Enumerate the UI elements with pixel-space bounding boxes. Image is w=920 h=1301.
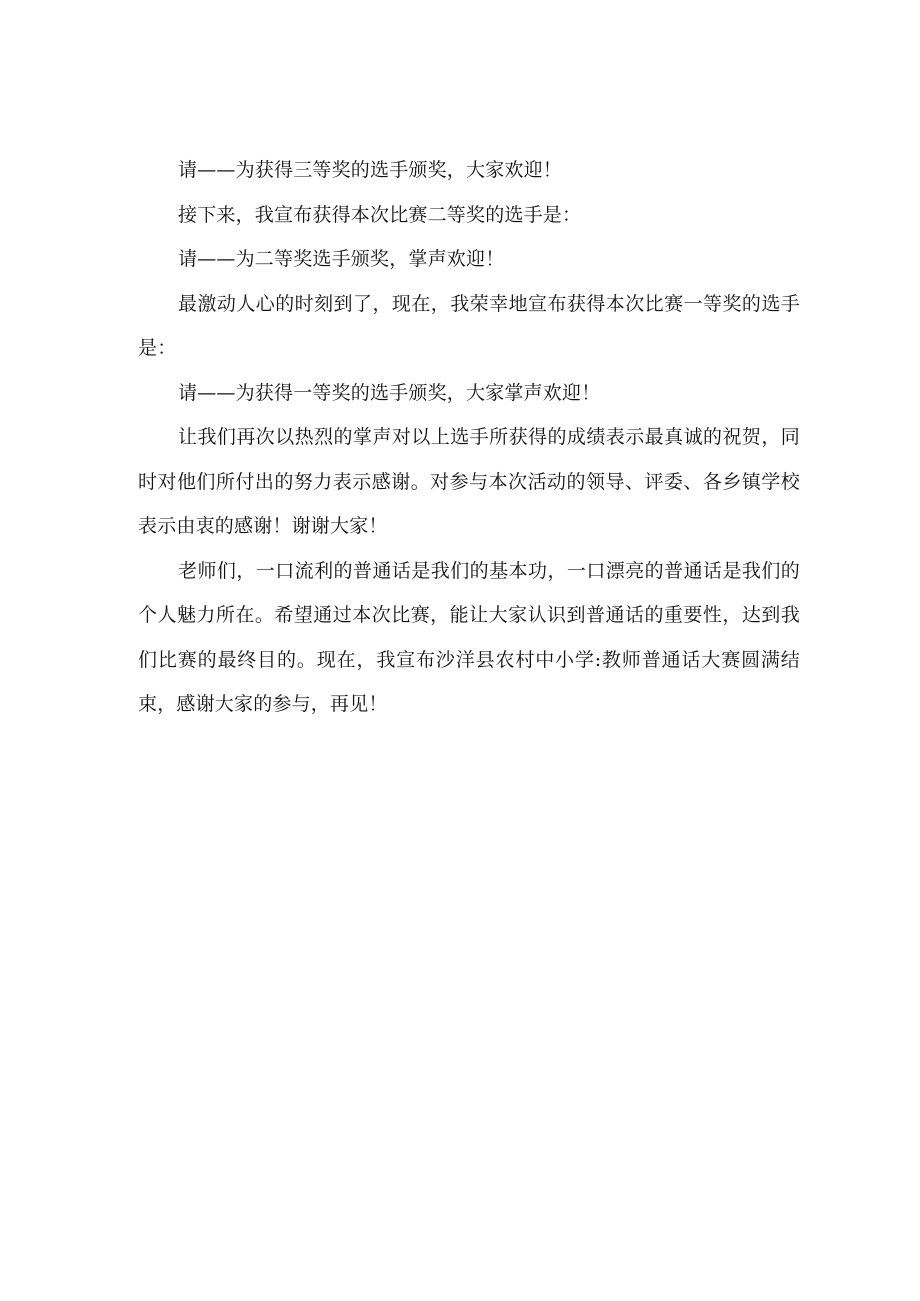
- paragraph-first-prize-announce: 最激动人心的时刻到了，现在，我荣幸地宣布获得本次比赛一等奖的选手是：: [138, 292, 800, 359]
- document-body: [138, 148, 800, 727]
- paragraph-second-prize-award: 请——为二等奖选手颁奖，掌声欢迎！: [178, 248, 505, 270]
- paragraph-thanks: 让我们再次以热烈的掌声对以上选手所获得的成绩表示最真诚的祝贺，同时对他们所付出的努力表示感谢。对参与本次活动的领导、评委、各乡镇学校表示由衷的感谢！谢谢大家！: [138, 426, 800, 537]
- paragraph-first-prize-award: 请——为获得一等奖的选手颁奖，大家掌声欢迎！: [178, 381, 601, 404]
- paragraph-closing: 老师们，一口流利的普通话是我们的基本功，一口漂亮的普通话是我们的个人魅力所在。希望通过本次比赛，能让大家认识到普通话的重要性，达到我们比赛的最终目的。现在，我宣布沙洋县农村中小学:教师普通话大赛圆满结束，感谢大家的参与，再见！: [138, 559, 800, 715]
- paragraph-second-prize-announce: 接下来，我宣布获得本次比赛二等奖的选手是：: [178, 203, 582, 226]
- paragraph-third-prize-award: 请——为获得三等奖的选手颁奖，大家欢迎！: [178, 159, 563, 181]
